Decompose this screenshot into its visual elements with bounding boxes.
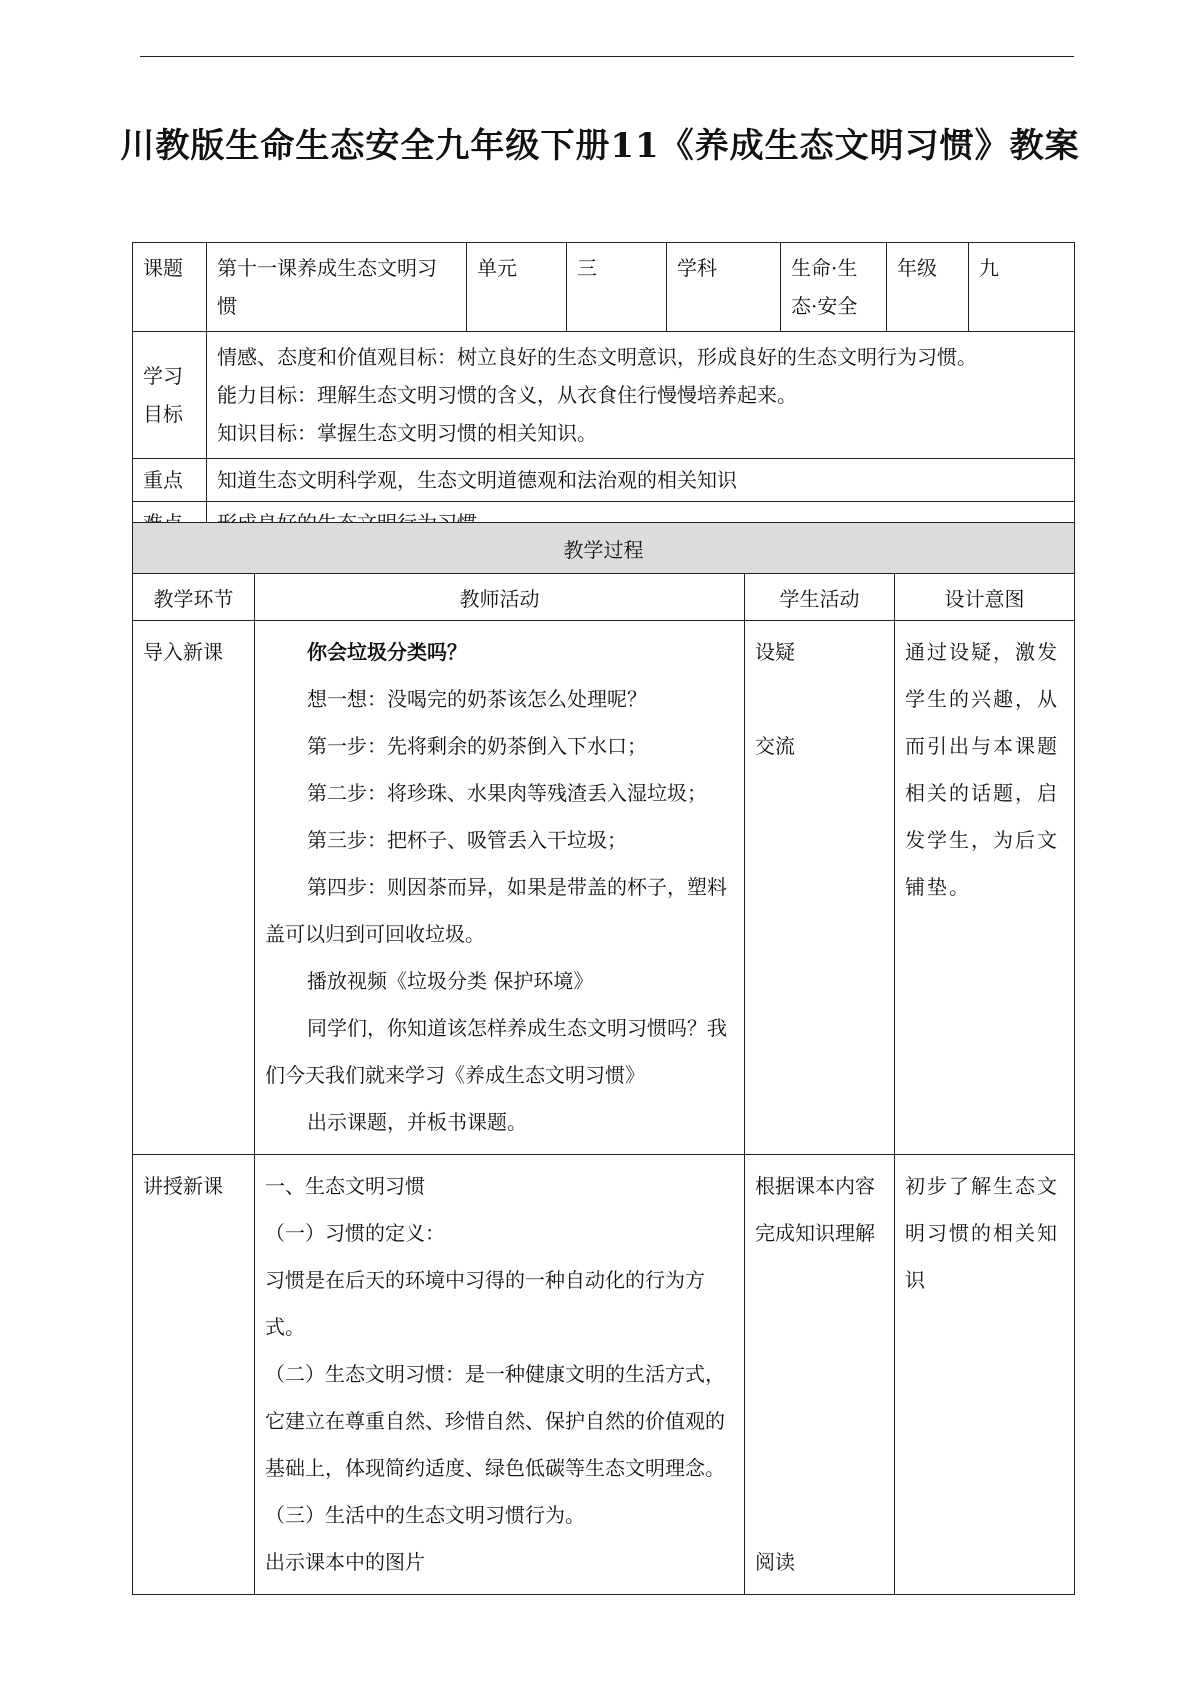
goals-label: 学习目标 [133,332,207,459]
grade-value: 九 [969,243,1075,332]
student-line: 根据课本内容完成知识理解 [755,1174,875,1245]
teacher-line: 你会垃圾分类吗？ [307,640,467,664]
teacher-line: 出示课本中的图片 [265,1550,425,1574]
info-row-topic [133,243,1075,332]
stage-label: 导入新课 [143,640,223,664]
goal-ability: 能力目标：理解生态文明习惯的含义，从衣食住行慢慢培养起来。 [217,383,797,407]
teacher-line: 第二步：将珍珠、水果肉等残渣丢入湿垃圾； [307,781,707,805]
teacher-line: 第四步：则因茶而异，如果是带盖的杯子，塑料盖可以归到可回收垃圾。 [265,875,727,946]
lesson-info-table [132,242,1075,545]
teacher-line: 同学们，你知道该怎样养成生态文明习惯吗？我们今天我们就来学习《养成生态文明习惯》 [265,1016,727,1087]
stage-cell [133,1155,255,1595]
goal-knowledge: 知识目标：掌握生态文明习惯的相关知识。 [217,421,597,445]
teacher-line: 第三步：把杯子、吸管丢入干垃圾； [307,828,627,852]
info-row-key [133,459,1075,502]
intent-text: 初步了解生态文明习惯的相关知识 [905,1174,1059,1292]
teacher-line: 播放视频《垃圾分类 保护环境》 [307,969,594,993]
process-header-row [133,574,1075,621]
intent-text: 通过设疑，激发学生的兴趣，从而引出与本课题相关的话题，启发学生，为后文铺垫。 [905,640,1059,899]
teacher-line: （二）生态文明习惯：是一种健康文明的生活方式，它建立在尊重自然、珍惜自然、保护自然的价值观的基础上，体现简约适度、绿色低碳等生态文明理念。 [265,1362,725,1480]
header-teacher: 教师活动 [255,574,745,621]
teaching-process-table [132,522,1075,1595]
teacher-cell [255,1155,745,1595]
goal-emotion: 情感、态度和价值观目标：树立良好的生态文明意识，形成良好的生态文明行为习惯。 [217,345,977,369]
document-title: 川教版生命生态安全九年级下册11《养成生态文明习惯》教案 [120,126,1080,166]
topic-value: 第十一课养成生态文明习惯 [207,243,467,332]
process-band-row [133,523,1075,574]
info-row-goals [133,332,1075,459]
student-line-bottom: 阅读 [755,1550,795,1574]
teacher-line: 习惯是在后天的环境中习得的一种自动化的行为方式。 [265,1268,705,1339]
student-cell [745,621,895,1155]
teacher-line: 第一步：先将剩余的奶茶倒入下水口； [307,734,647,758]
unit-value: 三 [567,243,667,332]
teacher-line: 一、生态文明习惯 [265,1174,425,1198]
process-row-intro [133,621,1075,1155]
header-student: 学生活动 [745,574,895,621]
grade-label: 年级 [887,243,969,332]
goals-cell [207,332,1075,459]
student-cell [745,1155,895,1595]
stage-label: 讲授新课 [143,1174,223,1198]
intent-cell [895,621,1075,1155]
stage-cell [133,621,255,1155]
teacher-line: 出示课题，并板书课题。 [307,1110,527,1134]
topic-label: 课题 [133,243,207,332]
key-label: 重点 [133,459,207,502]
key-value: 知道生态文明科学观，生态文明道德观和法治观的相关知识 [207,459,1075,502]
teacher-line: 想一想：没喝完的奶茶该怎么处理呢？ [307,687,647,711]
subject-value: 生命·生态·安全 [781,243,887,332]
teacher-line: （一）习惯的定义： [265,1221,445,1245]
intent-cell [895,1155,1075,1595]
student-line: 设疑 [755,640,795,664]
subject-label: 学科 [667,243,781,332]
teacher-line: （三）生活中的生态文明习惯行为。 [265,1503,585,1527]
header-stage: 教学环节 [133,574,255,621]
student-line: 交流 [755,734,795,758]
process-row-teach [133,1155,1075,1595]
top-rule [140,56,1074,57]
unit-label: 单元 [467,243,567,332]
header-intent: 设计意图 [895,574,1075,621]
teacher-cell [255,621,745,1155]
process-band: 教学过程 [133,523,1075,574]
